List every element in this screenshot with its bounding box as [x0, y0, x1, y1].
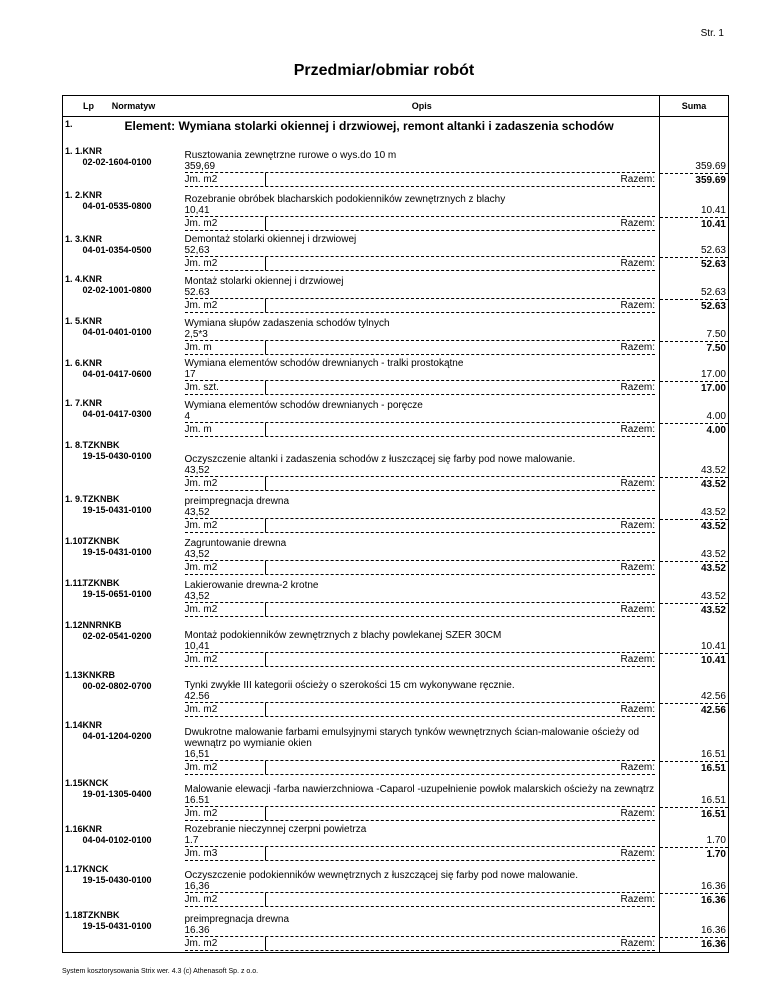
item-sum [660, 908, 729, 953]
item-sum [660, 232, 729, 272]
item-normatyw-catalog: TZKNBK [82, 910, 120, 920]
item-normatyw-catalog: KNR [82, 824, 102, 834]
item-normatyw-code: 04-01-0417-0600 [82, 369, 152, 379]
item-opis [185, 314, 660, 356]
item-value: 52.63 [660, 244, 728, 258]
item-normatyw-catalog: KNKRB [82, 670, 115, 680]
item-razem-label: Razem: [620, 808, 655, 819]
header-lp [63, 96, 94, 117]
item-total: 1.70 [706, 849, 726, 860]
item-unit: Jm. m2 [185, 893, 266, 906]
item-unit: Jm. m2 [185, 937, 266, 950]
item-opis [185, 718, 660, 776]
item-lp: 1. 1. [63, 144, 83, 188]
item-value: 1.70 [660, 834, 728, 848]
item-description: Tynki zwykłe III kategorii ościeży o szerokości 15 cm wykonywane ręcznie. [184, 680, 515, 691]
item-description: Montaż stolarki okiennej i drzwiowej [184, 276, 344, 287]
item-sum [660, 396, 729, 438]
item-value: 42.56 [660, 690, 728, 704]
item-normatyw [83, 272, 185, 314]
item-unit-line [185, 476, 656, 491]
item-calculation: 2,5*3 [184, 329, 208, 340]
header-normatyw: Normatyw [83, 96, 185, 117]
document-title: Przedmiar/obmiar robót [293, 62, 475, 79]
item-calculation: 16,51 [184, 749, 210, 760]
item-lp: 1. 8. [63, 438, 83, 492]
table-row [63, 396, 729, 438]
item-unit: Jm. m [185, 341, 266, 354]
item-razem-label: Razem: [620, 938, 655, 949]
section-title-text: Element: Wymiana stolarki okiennej i drzwiowej, remont altanki i zadaszenia schodów [124, 119, 614, 133]
item-normatyw-code: 04-01-0401-0100 [82, 327, 152, 337]
item-razem-label: Razem: [620, 218, 655, 229]
item-value: 359.69 [660, 160, 728, 174]
footer-note: System kosztorysowania Strix wer. 4.3 (c) Athenasoft Sp. z o.o. [62, 968, 259, 975]
item-normatyw [83, 908, 185, 953]
item-normatyw-catalog: KNCK [82, 778, 109, 788]
item-razem-label: Razem: [620, 894, 655, 905]
item-total: 17.00 [700, 383, 726, 394]
item-unit-line [185, 256, 656, 271]
item-value: 16.36 [660, 924, 728, 938]
item-opis [185, 576, 660, 618]
table-row [63, 188, 729, 232]
item-total: 4.00 [706, 425, 726, 436]
item-normatyw-catalog: NNRNKB [82, 620, 122, 630]
item-unit-line [185, 846, 656, 861]
table-row [63, 232, 729, 272]
item-unit-line [185, 422, 656, 437]
item-opis [185, 862, 660, 908]
item-opis [185, 908, 660, 953]
item-lp: 1.12. [63, 618, 83, 668]
item-normatyw-code: 02-02-0541-0200 [82, 631, 152, 641]
item-razem-label: Razem: [620, 762, 655, 773]
item-lp: 1.18. [63, 908, 83, 953]
item-calculation: 42.56 [184, 691, 210, 702]
item-total: 10.41 [700, 219, 726, 230]
table-row [63, 908, 729, 953]
item-value: 16.36 [660, 880, 728, 894]
item-lp: 1. 6. [63, 356, 83, 396]
estimate-table [62, 95, 729, 953]
item-normatyw-code: 04-01-0417-0300 [82, 409, 152, 419]
item-lp: 1.13. [63, 668, 83, 718]
item-calculation: 43,52 [184, 465, 210, 476]
item-normatyw [83, 396, 185, 438]
table-row [63, 822, 729, 862]
item-total: 7.50 [706, 343, 726, 354]
item-normatyw-code: 19-15-0430-0100 [82, 875, 152, 885]
item-unit: Jm. m2 [185, 603, 266, 616]
item-sum [660, 144, 729, 188]
item-unit-line [185, 340, 656, 355]
item-sum [660, 356, 729, 396]
item-unit-line [185, 760, 656, 775]
item-unit: Jm. m2 [185, 217, 266, 230]
item-description: Zagruntowanie drewna [184, 538, 287, 549]
item-normatyw-code: 19-15-0431-0100 [82, 505, 152, 515]
item-normatyw-code: 00-02-0802-0700 [82, 681, 152, 691]
item-opis [185, 144, 660, 188]
item-lp: 1.17. [63, 862, 83, 908]
item-normatyw-code: 19-15-0651-0100 [82, 589, 152, 599]
item-total: 16.36 [700, 939, 726, 950]
item-unit-line [185, 380, 656, 395]
item-description: Rozebranie nieczynnej czerpni powietrza [184, 824, 367, 835]
table-row [63, 862, 729, 908]
item-normatyw [83, 356, 185, 396]
table-body [63, 117, 729, 953]
item-normatyw-catalog: TZKNBK [82, 440, 120, 450]
item-unit: Jm. m2 [185, 477, 266, 490]
item-normatyw [83, 822, 185, 862]
item-calculation: 4 [184, 411, 191, 422]
item-unit: Jm. m2 [185, 257, 266, 270]
item-calculation: 43,52 [184, 507, 210, 518]
item-calculation: 17 [184, 369, 196, 380]
item-normatyw-catalog: KNR [82, 146, 102, 156]
item-opis [185, 272, 660, 314]
header-opis: Opis [185, 96, 660, 117]
item-normatyw-catalog: KNR [82, 234, 102, 244]
item-lp: 1.10. [63, 534, 83, 576]
item-unit: Jm. m2 [185, 561, 266, 574]
item-value: 43.52 [660, 590, 728, 604]
item-opis [185, 618, 660, 668]
item-opis [185, 492, 660, 534]
item-normatyw-code: 19-15-0431-0100 [82, 921, 152, 931]
item-normatyw [83, 718, 185, 776]
item-normatyw-catalog: KNR [82, 398, 102, 408]
item-total: 43.52 [700, 521, 726, 532]
item-sum [660, 314, 729, 356]
item-normatyw-catalog: TZKNBK [82, 494, 120, 504]
item-value: 4.00 [660, 410, 728, 424]
item-total: 52.63 [700, 259, 726, 270]
item-description: Wymiana elementów schodów drewnianych - poręcze [184, 400, 423, 411]
item-value: 17.00 [660, 368, 728, 382]
table-row [63, 534, 729, 576]
item-opis [185, 232, 660, 272]
table-row [63, 668, 729, 718]
item-lp: 1.11. [63, 576, 83, 618]
item-sum [660, 776, 729, 822]
section-title [83, 117, 660, 145]
item-calculation: 10,41 [184, 641, 210, 652]
item-calculation: 10,41 [184, 205, 210, 216]
item-normatyw [83, 492, 185, 534]
item-razem-label: Razem: [620, 848, 655, 859]
item-unit: Jm. m2 [185, 299, 266, 312]
item-total: 43.52 [700, 563, 726, 574]
item-unit-line [185, 652, 656, 667]
item-unit: Jm. m2 [185, 761, 266, 774]
item-unit-line [185, 936, 656, 951]
item-description: Demontaż stolarki okiennej i drzwiowej [184, 234, 357, 245]
item-value: 16.51 [660, 748, 728, 762]
item-opis [185, 438, 660, 492]
item-unit: Jm. m2 [185, 519, 266, 532]
item-description: preimpregnacja drewna [184, 914, 290, 925]
item-unit: Jm. m2 [185, 653, 266, 666]
item-total: 52.63 [700, 301, 726, 312]
item-description: Wymiana elementów schodów drewnianych - tralki prostokątne [184, 358, 464, 369]
item-normatyw-catalog: KNR [82, 358, 102, 368]
item-calculation: 1.7 [184, 835, 199, 846]
item-normatyw-code: 04-01-0354-0500 [82, 245, 152, 255]
header-suma: Suma [660, 96, 729, 117]
item-sum [660, 668, 729, 718]
table-row [63, 776, 729, 822]
item-normatyw-code: 02-02-1604-0100 [82, 157, 152, 167]
item-razem-label: Razem: [620, 654, 655, 665]
item-normatyw [83, 576, 185, 618]
item-opis [185, 188, 660, 232]
item-normatyw-catalog: TZKNBK [82, 536, 120, 546]
item-sum [660, 492, 729, 534]
item-value: 43.52 [660, 548, 728, 562]
item-razem-label: Razem: [620, 424, 655, 435]
item-total: 43.52 [700, 479, 726, 490]
item-unit-line [185, 892, 656, 907]
item-unit-line [185, 560, 656, 575]
item-total: 42.56 [700, 705, 726, 716]
item-opis [185, 822, 660, 862]
item-normatyw-code: 04-04-0102-0100 [82, 835, 152, 845]
item-unit-line [185, 216, 656, 231]
item-razem-label: Razem: [620, 562, 655, 573]
item-total: 16.51 [700, 763, 726, 774]
item-total: 359.69 [695, 175, 726, 186]
item-normatyw-catalog: TZKNBK [82, 578, 120, 588]
item-description: preimpregnacja drewna [184, 496, 290, 507]
item-value: 43.52 [660, 506, 728, 520]
item-calculation: 359,69 [184, 161, 216, 172]
item-unit-line [185, 806, 656, 821]
item-razem-label: Razem: [620, 604, 655, 615]
item-sum [660, 534, 729, 576]
item-value: 10.41 [660, 640, 728, 654]
item-sum [660, 188, 729, 232]
item-razem-label: Razem: [620, 174, 655, 185]
item-normatyw [83, 314, 185, 356]
item-value: 43.52 [660, 464, 728, 478]
item-razem-label: Razem: [620, 258, 655, 269]
item-unit: Jm. m2 [185, 807, 266, 820]
item-normatyw [83, 668, 185, 718]
item-calculation: 16.51 [184, 795, 210, 806]
item-razem-label: Razem: [620, 478, 655, 489]
item-unit-line [185, 602, 656, 617]
item-opis [185, 534, 660, 576]
item-razem-label: Razem: [620, 342, 655, 353]
item-normatyw [83, 534, 185, 576]
item-normatyw-catalog: KNR [82, 316, 102, 326]
item-normatyw-code: 19-15-0431-0100 [82, 547, 152, 557]
item-opis [185, 396, 660, 438]
table-row [63, 718, 729, 776]
item-normatyw-catalog: KNR [82, 274, 102, 284]
item-normatyw [83, 862, 185, 908]
table-header-row [63, 96, 729, 117]
item-lp: 1.14. [63, 718, 83, 776]
item-razem-label: Razem: [620, 704, 655, 715]
item-description: Dwukrotne malowanie farbami emulsyjnymi starych tynków wewnętrznych ścian-malowanie ościeży od wewnątrz po wymianie okien [184, 727, 640, 749]
item-unit: Jm. m [185, 423, 266, 436]
header-lp-label: Lp [83, 101, 94, 111]
item-unit-line [185, 702, 656, 717]
item-description: Rusztowania zewnętrzne rurowe o wys.do 10 m [184, 150, 397, 161]
item-unit: Jm. m2 [185, 703, 266, 716]
item-razem-label: Razem: [620, 520, 655, 531]
item-normatyw [83, 232, 185, 272]
item-calculation: 52,63 [184, 245, 210, 256]
item-lp: 1.15. [63, 776, 83, 822]
item-unit: Jm. m2 [185, 173, 266, 186]
item-total: 16.51 [700, 809, 726, 820]
item-lp: 1. 4. [63, 272, 83, 314]
section-sum-cell [660, 117, 729, 145]
item-normatyw-code: 02-02-1001-0800 [82, 285, 152, 295]
table-row [63, 144, 729, 188]
item-value: 52.63 [660, 286, 728, 300]
item-lp: 1. 7. [63, 396, 83, 438]
item-normatyw [83, 618, 185, 668]
table-row [63, 272, 729, 314]
item-lp: 1. 5. [63, 314, 83, 356]
item-sum [660, 618, 729, 668]
item-normatyw [83, 188, 185, 232]
table-row [63, 438, 729, 492]
table-row [63, 492, 729, 534]
item-unit-line [185, 172, 656, 187]
item-description: Rozebranie obróbek blacharskich podokienników zewnętrznych z blachy [184, 194, 506, 205]
item-calculation: 43,52 [184, 549, 210, 560]
item-unit-line [185, 298, 656, 313]
section-row [63, 117, 729, 145]
item-normatyw-code: 04-01-0535-0800 [82, 201, 152, 211]
item-description: Wymiana słupów zadaszenia schodów tylnych [184, 318, 390, 329]
item-sum [660, 438, 729, 492]
item-normatyw-catalog: KNCK [82, 864, 109, 874]
item-total: 43.52 [700, 605, 726, 616]
item-unit: Jm. szt. [185, 381, 266, 394]
item-normatyw [83, 144, 185, 188]
item-normatyw-code: 19-01-1305-0400 [82, 789, 152, 799]
item-calculation: 52.63 [184, 287, 210, 298]
item-description: Lakierowanie drewna-2 krotne [184, 580, 319, 591]
item-normatyw-code: 04-01-1204-0200 [82, 731, 152, 741]
item-lp: 1. 9. [63, 492, 83, 534]
item-opis [185, 356, 660, 396]
item-sum [660, 272, 729, 314]
item-calculation: 16.36 [184, 925, 210, 936]
item-razem-label: Razem: [620, 382, 655, 393]
table-row [63, 576, 729, 618]
item-total: 10.41 [700, 655, 726, 666]
item-description: Oczyszczenie podokienników wewnętrznych z łuszczącej się farby pod nowe malowanie. [184, 870, 579, 881]
table-row [63, 356, 729, 396]
item-description: Malowanie elewacji -farba nawierzchniowa -Caparol -uzupełnienie powłok malarskich ościeży na zewnątrz [184, 784, 655, 795]
item-normatyw-code: 19-15-0430-0100 [82, 451, 152, 461]
item-lp: 1. 3. [63, 232, 83, 272]
item-sum [660, 862, 729, 908]
table-row [63, 314, 729, 356]
item-calculation: 16,36 [184, 881, 210, 892]
item-lp: 1.16. [63, 822, 83, 862]
item-sum [660, 718, 729, 776]
item-description: Oczyszczenie altanki i zadaszenia schodów z łuszczącej się farby pod nowe malowanie. [184, 454, 576, 465]
item-opis [185, 668, 660, 718]
item-unit-line [185, 518, 656, 533]
item-total: 16.36 [700, 895, 726, 906]
item-unit: Jm. m3 [185, 847, 266, 860]
item-normatyw-catalog: KNR [82, 190, 102, 200]
item-description: Montaż podokienników zewnętrznych z blachy powlekanej SZER 30CM [184, 630, 502, 641]
item-value: 16.51 [660, 794, 728, 808]
section-lp: 1. [63, 117, 83, 145]
item-normatyw [83, 438, 185, 492]
item-opis [185, 776, 660, 822]
item-calculation: 43,52 [184, 591, 210, 602]
table-row [63, 618, 729, 668]
page-number: Str. 1 [700, 28, 724, 39]
item-normatyw [83, 776, 185, 822]
item-value: 7.50 [660, 328, 728, 342]
item-sum [660, 576, 729, 618]
item-razem-label: Razem: [620, 300, 655, 311]
item-sum [660, 822, 729, 862]
item-normatyw-catalog: KNR [82, 720, 102, 730]
item-value: 10.41 [660, 204, 728, 218]
item-lp: 1. 2. [63, 188, 83, 232]
